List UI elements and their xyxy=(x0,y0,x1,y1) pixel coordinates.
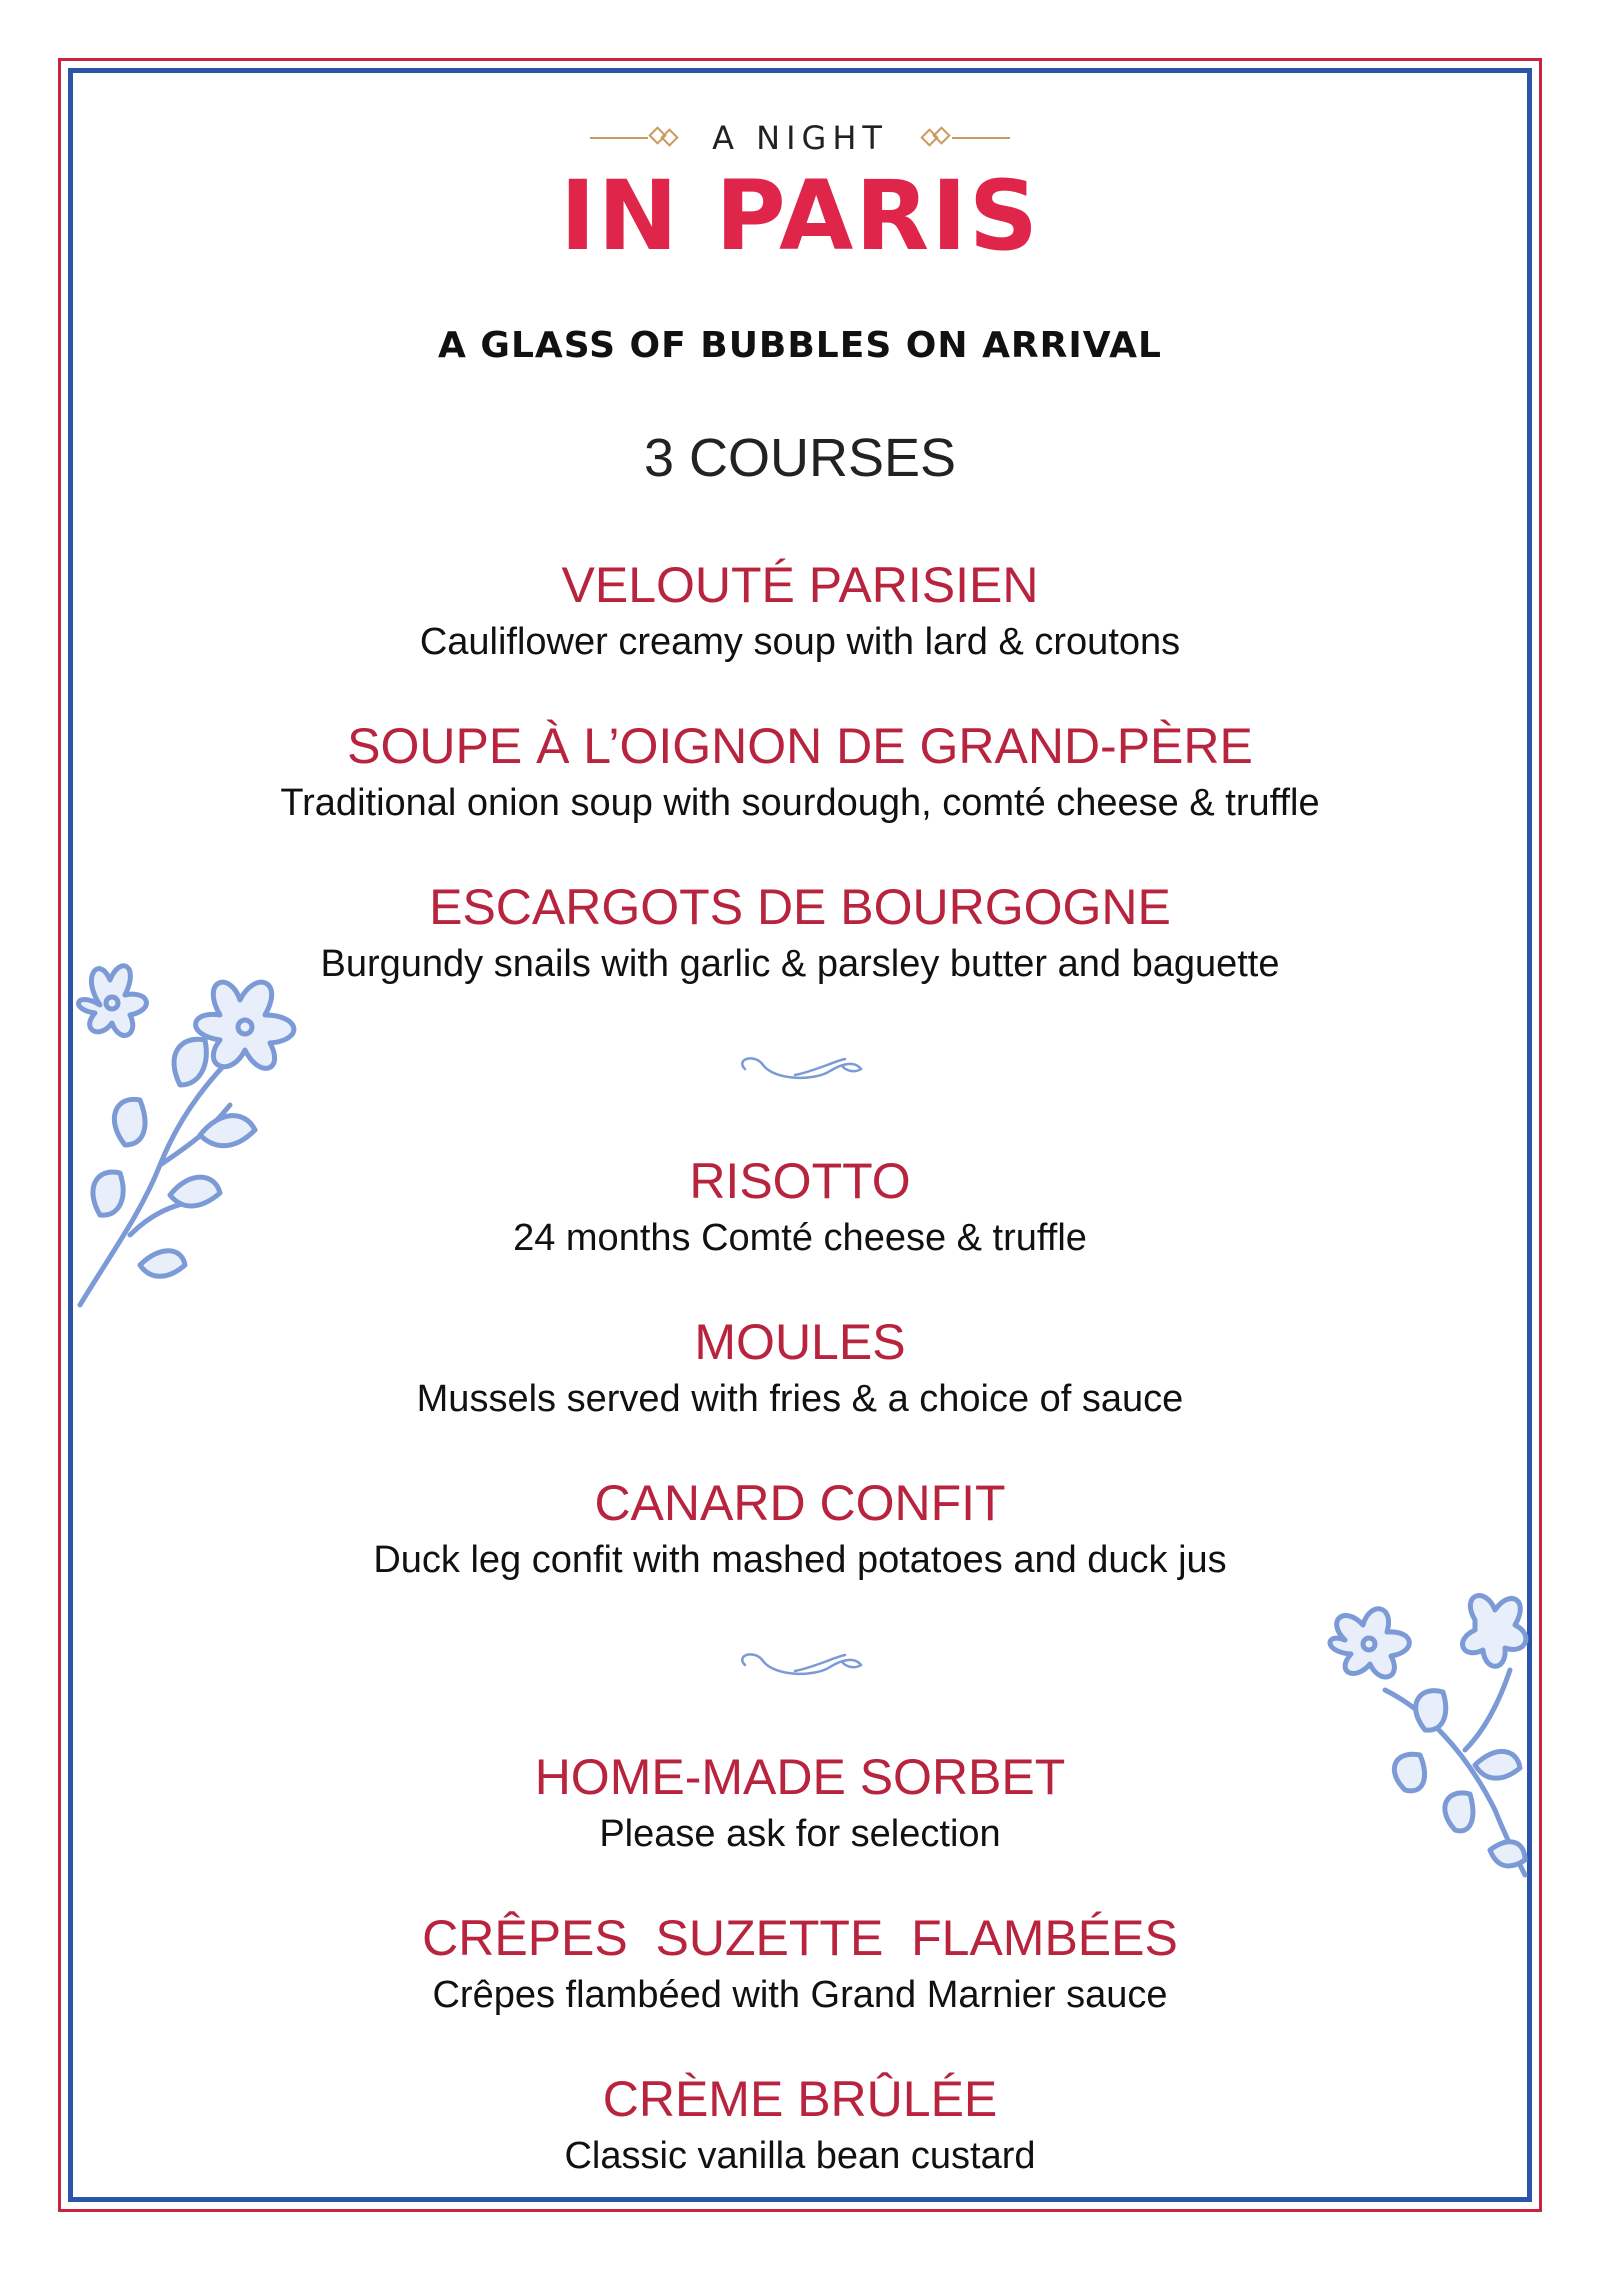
item-description: Please ask for selection xyxy=(599,1813,1001,1855)
item-description: Crêpes flambéed with Grand Marnier sauce xyxy=(432,1974,1168,2016)
right-ornament-icon xyxy=(910,126,1010,150)
item-description: Duck leg confit with mashed potatoes and duck jus xyxy=(373,1539,1227,1581)
menu-header xyxy=(0,118,1600,272)
item-name: MOULES xyxy=(694,1314,906,1370)
item-name: CRÊPES SUZETTE FLAMBÉES xyxy=(422,1910,1178,1966)
menu-item xyxy=(0,1310,1600,1424)
item-name: VELOUTÉ PARISIEN xyxy=(561,557,1039,613)
subtitle-line xyxy=(0,118,1600,158)
item-name: HOME-MADE SORBET xyxy=(534,1749,1066,1805)
item-description: Burgundy snails with garlic & parsley butter and baguette xyxy=(320,943,1280,985)
item-name: RISOTTO xyxy=(689,1153,911,1209)
menu-item xyxy=(0,714,1600,828)
menu-item xyxy=(0,1745,1600,1859)
menu-item xyxy=(0,1906,1600,2020)
swirl-divider-icon xyxy=(735,1647,865,1683)
menu-item xyxy=(0,875,1600,989)
courses-label: 3 COURSES xyxy=(643,428,957,488)
item-name: CANARD CONFIT xyxy=(594,1475,1006,1531)
item-name: CRÈME BRÛLÉE xyxy=(602,2071,998,2127)
item-name: SOUPE À L’OIGNON DE GRAND-PÈRE xyxy=(347,718,1253,774)
menu-item xyxy=(0,1471,1600,1585)
item-description: Classic vanilla bean custard xyxy=(564,2135,1036,2177)
menu-item xyxy=(0,553,1600,667)
section-divider xyxy=(0,1585,1600,1745)
subtitle: A NIGHT xyxy=(712,119,888,157)
item-description: Cauliflower creamy soup with lard & croutons xyxy=(419,621,1181,663)
menu-item xyxy=(0,1149,1600,1263)
item-description: Traditional onion soup with sourdough, comté cheese & truffle xyxy=(280,782,1320,824)
menu-list xyxy=(0,553,1600,2181)
left-ornament-icon xyxy=(590,126,690,150)
bubbles-line: A GLASS OF BUBBLES ON ARRIVAL xyxy=(438,325,1162,366)
item-description: 24 months Comté cheese & truffle xyxy=(513,1217,1087,1259)
section-divider xyxy=(0,989,1600,1149)
item-description: Mussels served with fries & a choice of sauce xyxy=(416,1378,1184,1420)
item-name: ESCARGOTS DE BOURGOGNE xyxy=(429,879,1171,935)
page-title: IN PARIS xyxy=(559,160,1041,272)
menu-item xyxy=(0,2067,1600,2181)
swirl-divider-icon xyxy=(735,1051,865,1087)
